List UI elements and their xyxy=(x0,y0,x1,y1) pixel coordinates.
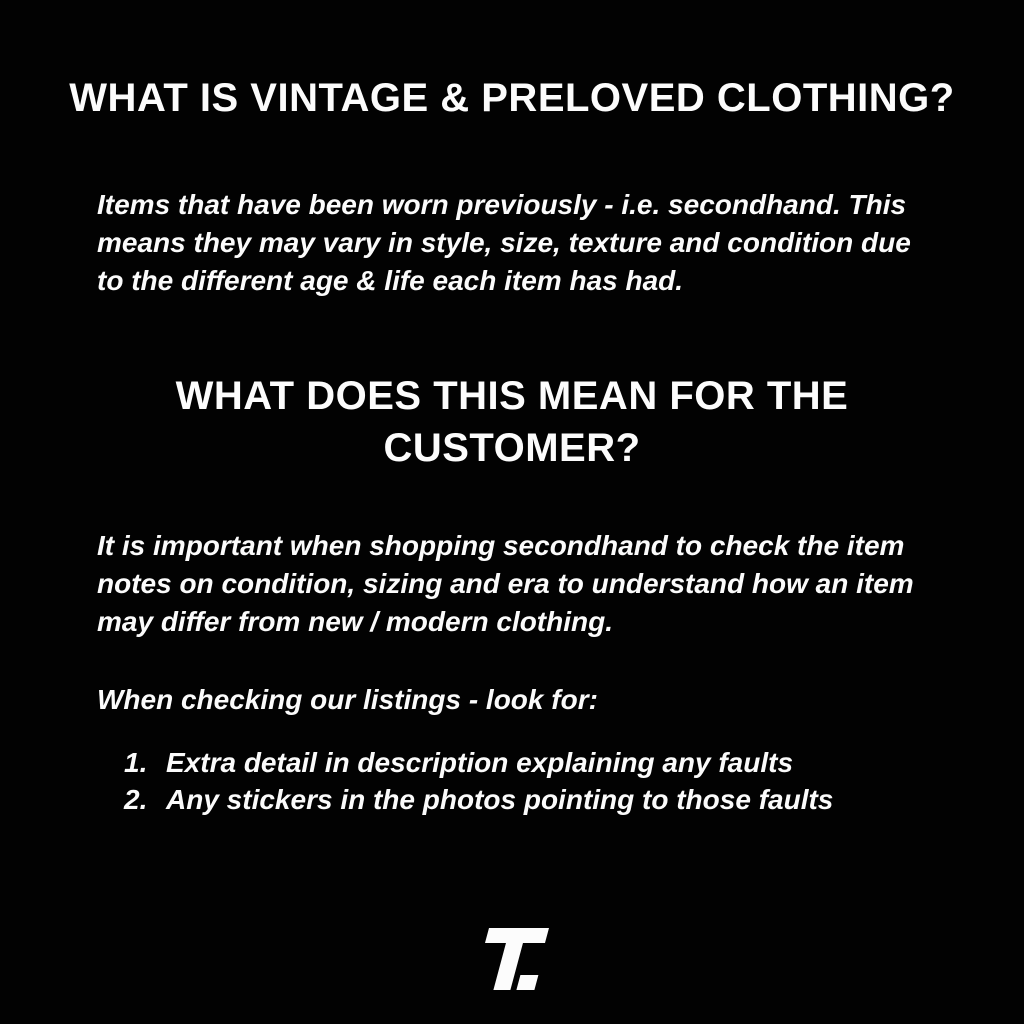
logo-period-dot xyxy=(516,975,538,990)
listings-intro-text: When checking our listings - look for: xyxy=(97,684,598,715)
heading-what-is-vintage: WHAT IS VINTAGE & PRELOVED CLOTHING? xyxy=(69,76,955,120)
brand-logo-t-icon xyxy=(466,928,558,994)
listings-checklist xyxy=(124,744,924,818)
customer-description-paragraph: It is important when shopping secondhand to check the item notes on condition, sizing and era to understand how an item may differ from new / modern clothing. xyxy=(97,530,914,637)
checklist-item-1-number: 1. xyxy=(124,747,148,778)
checklist-item-1-text: Extra detail in description explaining any faults xyxy=(166,747,794,778)
checklist-item-2-text: Any stickers in the photos pointing to those faults xyxy=(166,784,834,815)
heading-customer-meaning: WHAT DOES THIS MEAN FOR THE CUSTOMER? xyxy=(175,374,849,470)
vintage-description-paragraph: Items that have been worn previously - i.e. secondhand. This means they may vary in style, size, texture and condition due to the different age & life each item has had. xyxy=(97,189,911,296)
checklist-item-2 xyxy=(124,781,924,818)
logo-t-bar xyxy=(485,928,549,943)
checklist-item-1 xyxy=(124,744,924,781)
footer-logo-container xyxy=(0,928,1024,994)
checklist-item-2-number: 2. xyxy=(124,784,148,815)
